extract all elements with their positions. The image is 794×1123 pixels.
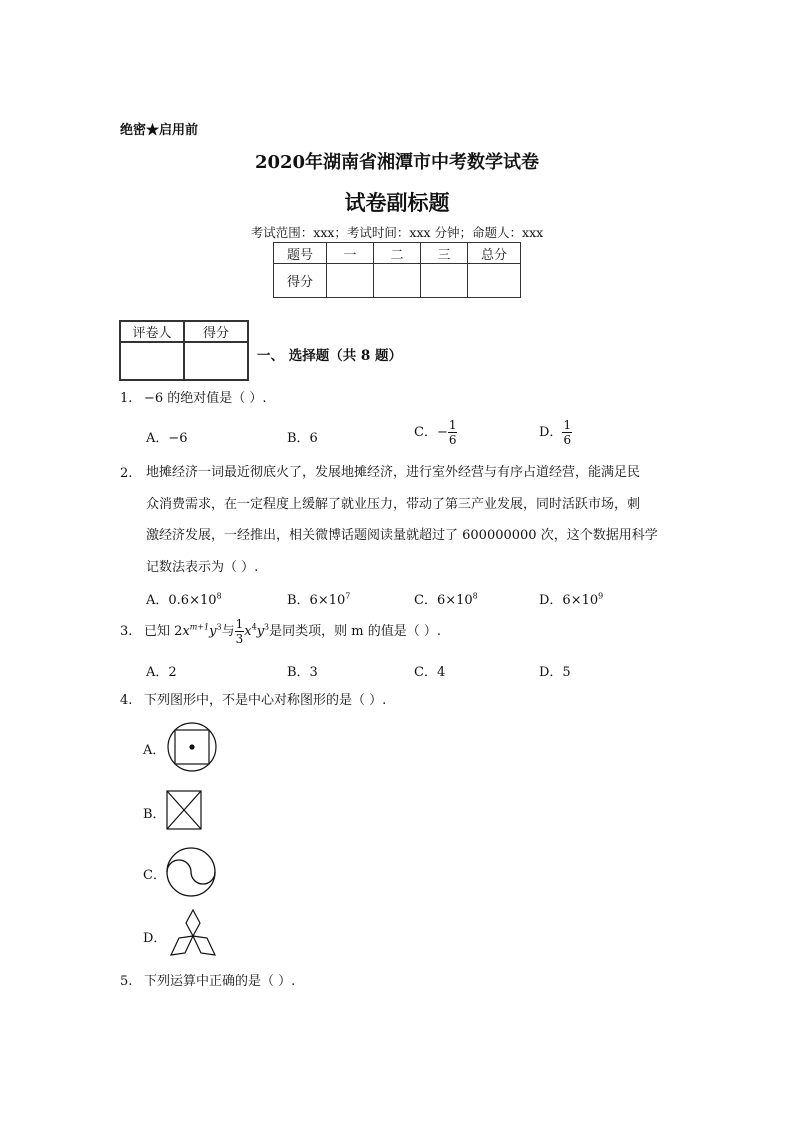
q3-option-b[interactable]: B．3 [287, 665, 318, 680]
stem-line: 激经济发展，一经推出，相关微博话题阅读量就超过了 600000000 次，这个数据用科学 [146, 528, 658, 543]
exponent: 3 [264, 622, 270, 632]
score-header-cell: 二 [374, 243, 421, 264]
option-text: A．0.6×10 [146, 593, 217, 608]
stem-text: 已知 2 [144, 624, 183, 639]
option-prefix: D． [539, 425, 563, 440]
q1-option-a[interactable]: A．−6 [146, 431, 188, 446]
circle-square-dot-figure [166, 721, 218, 773]
q4-option-d[interactable]: D． [143, 931, 167, 946]
question-stem: 下列运算中正确的是（ ）. [144, 974, 296, 989]
q4-option-b[interactable]: B． [143, 807, 166, 822]
q3-option-a[interactable]: A．2 [146, 665, 177, 680]
fraction-denominator: 6 [448, 433, 457, 447]
option-text: C．6×10 [414, 593, 473, 608]
exam-subtitle: 试卷副标题 [344, 190, 450, 215]
q2-option-d[interactable] [539, 589, 603, 608]
exponent: 8 [472, 591, 478, 601]
q2-option-a[interactable] [146, 589, 222, 608]
fraction-numerator: 1 [448, 418, 457, 432]
q1-option-c[interactable] [414, 418, 457, 447]
score-header-cell: 总分 [468, 243, 521, 264]
stem-text: 与 [221, 624, 235, 639]
question-number: 5. [120, 974, 133, 989]
stem-line: 记数法表示为（ ）. [146, 559, 259, 575]
exam-title: 2020年湖南省湘潭市中考数学试卷 [254, 152, 540, 173]
score-cell[interactable] [327, 264, 374, 298]
q4-option-c[interactable]: C． [143, 868, 166, 883]
q3-option-c[interactable]: C．4 [414, 665, 446, 680]
fraction [235, 617, 245, 646]
score-cell[interactable] [374, 264, 421, 298]
q3-option-d[interactable]: D．5 [539, 665, 571, 680]
exponent: 8 [216, 591, 222, 601]
fraction-numerator: 1 [563, 418, 572, 432]
exponent: m+1 [189, 622, 210, 632]
option-text: D．6×10 [539, 593, 599, 608]
question-1 [120, 390, 267, 408]
q1-option-d[interactable] [539, 418, 572, 447]
option-text: B．6×10 [287, 593, 346, 608]
fraction [562, 418, 572, 447]
variable: y [209, 624, 217, 639]
reviewer-header-cell: 得分 [184, 321, 248, 342]
score-row-label: 得分 [274, 264, 327, 298]
question-number: 2. [120, 466, 133, 481]
question-number: 3. [120, 624, 133, 639]
score-header-cell: 一 [327, 243, 374, 264]
exponent: 7 [345, 591, 351, 601]
question-number: 4. [120, 693, 133, 708]
fraction-numerator: 1 [235, 617, 244, 631]
reviewer-cell[interactable] [184, 342, 248, 380]
exponent: 4 [251, 622, 257, 632]
yin-yang-figure [165, 846, 217, 898]
fraction [448, 418, 458, 447]
reviewer-header-cell: 评卷人 [120, 321, 184, 342]
q2-option-c[interactable] [414, 589, 478, 608]
score-cell[interactable] [468, 264, 521, 298]
question-number: 1. [120, 391, 133, 406]
q1-option-b[interactable]: B．6 [287, 431, 318, 446]
square-with-diagonals-figure [166, 790, 202, 830]
question-2-stem [146, 457, 676, 583]
stem-line: 地摊经济一词最近彻底火了，发展地摊经济，进行室外经营与有序占道经营，能满足民 [146, 465, 641, 480]
reviewer-cell[interactable] [120, 342, 184, 380]
fraction-denominator: 6 [563, 433, 572, 447]
stem-text: 是同类项，则 m 的值是（ ）. [269, 624, 441, 639]
exam-info: 考试范围：xxx；考试时间：xxx 分钟；命题人：xxx [250, 225, 544, 240]
section-title: 一、 选择题（共 8 题） [257, 348, 402, 364]
question-4 [120, 692, 386, 710]
score-table [273, 242, 521, 298]
fraction-denominator: 3 [235, 632, 244, 646]
secret-label: 绝密★启用前 [120, 123, 199, 138]
variable: x [244, 624, 252, 639]
score-header-cell: 三 [421, 243, 468, 264]
variable: y [256, 624, 265, 639]
question-stem: 下列图形中，不是中心对称图形的是（ ）. [144, 693, 387, 708]
score-cell[interactable] [421, 264, 468, 298]
question-3 [120, 617, 441, 646]
option-prefix: C．− [414, 425, 448, 440]
q2-option-b[interactable] [287, 589, 350, 608]
q4-option-a[interactable]: A． [143, 743, 166, 758]
exponent: 3 [216, 622, 222, 632]
question-5 [120, 973, 295, 991]
score-header-cell: 题号 [274, 243, 327, 264]
question-stem: −6 的绝对值是（ ）. [144, 391, 267, 406]
variable: x [182, 624, 190, 639]
stem-line: 众消费需求，在一定程度上缓解了就业压力，带动了第三产业发展，同时活跃市场，刺 [146, 496, 641, 512]
three-rhombus-figure [168, 907, 218, 959]
exponent: 9 [598, 591, 604, 601]
reviewer-table [119, 320, 249, 381]
